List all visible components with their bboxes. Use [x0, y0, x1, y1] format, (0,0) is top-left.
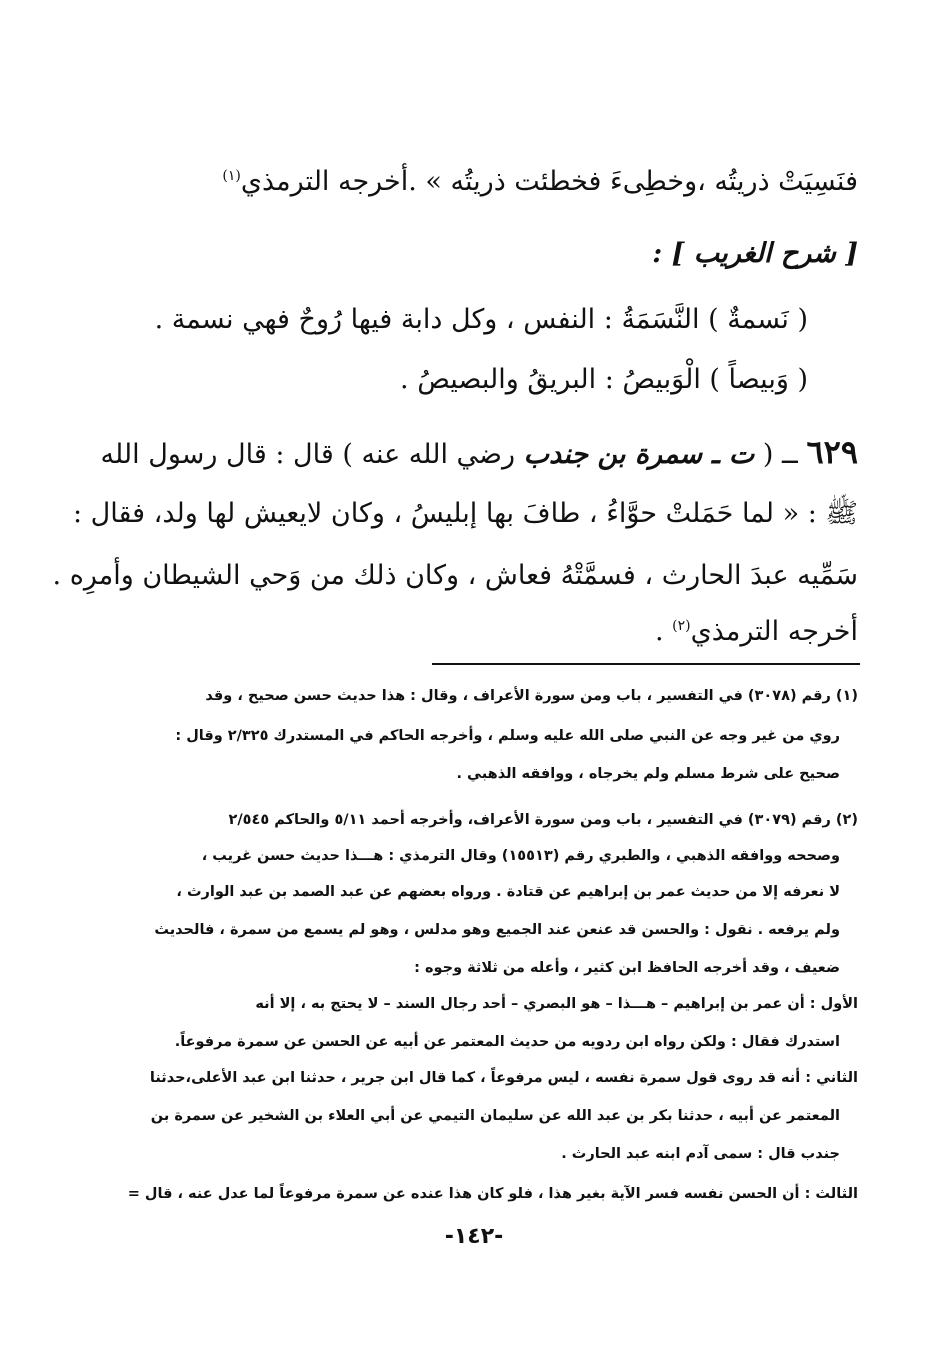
hadith-number: ٦٢٩: [806, 433, 858, 471]
footnote-line: جندب قال : سمى آدم ابنه عبد الحارث .: [561, 1146, 840, 1162]
hadith-line-3-text: سَمِّيه عبدَ الحارث ، فسمَّتْهُ فعاش ، وكان ذلك من وَحي الشيطان وأمرِه .: [52, 560, 858, 591]
page-number: -١٤٢-: [444, 1224, 504, 1249]
gloss-line-1: [155, 290, 808, 350]
footnote-line: الثالث : أن الحسن نفسه فسر الآية بغير هذا ، فلو كان هذا عنده عن سمرة مرفوعاً لما عدل عنه ، قال =: [127, 1186, 858, 1202]
hadith-line-1-rest: رضي الله عنه ) قال : قال رسول الله: [100, 439, 516, 470]
hadith-line-1: [101, 422, 859, 485]
hadith-line-4-end: .: [654, 616, 664, 647]
footnote-line: ضعيف ، وقد أخرجه الحافظ ابن كثير ، وأعله من ثلاثة وجوه :: [414, 960, 840, 976]
section-heading: [652, 224, 858, 284]
footnote-line: لا نعرفه إلا من حديث عمر بن إبراهيم عن قتادة . ورواه بعضهم عن عبد الصمد بن عبد الوارث ،: [176, 884, 840, 900]
hadith-line-3: [53, 546, 858, 606]
footnote-line: روي من غير وجه عن النبي صلى الله عليه وسلم ، وأخرجه الحاكم في المستدرك ٢/٣٢٥ وقال :: [175, 728, 840, 744]
hadith-line-2: [73, 484, 858, 544]
footnote-ref-1[interactable]: (١): [222, 168, 241, 184]
gloss-line-2-text: ( وَبيصاً ) الْوَبيصُ : البريقُ والبصيصُ .: [400, 364, 808, 395]
hadith-line-4-text: أخرجه الترمذي: [690, 616, 858, 647]
footnote-line: استدرك فقال : ولكن رواه ابن ردويه من حديث المعتمر عن أبيه عن الحسن عن سمرة مرفوعاً.: [174, 1034, 840, 1050]
gloss-line-1-text: ( نَسمةٌ ) النَّسَمَةُ : النفس ، وكل دابة فيها رُوحٌ فهي نسمة .: [154, 304, 808, 335]
footnote-line: (٢) رقم (٣٠٧٩) في التفسير ، باب ومن سورة الأعراف، وأخرجه أحمد ٥/١١ والحاكم ٢/٥٤٥: [228, 812, 858, 828]
hadith-narrator: ت ـ سمرة بن جندب: [523, 439, 755, 470]
footnote-line: المعتمر عن أبيه ، حدثنا بكر بن عبد الله عن سليمان التيمي عن أبي العلاء بن الشخير عن سمرة بن: [150, 1108, 840, 1124]
text-line-1: [222, 152, 858, 212]
text-line-1-content: فنَسِيَتْ ذريتُه ،وخطِىءَ فخطئت ذريتُه » .أخرجه الترمذي: [240, 166, 858, 197]
footnote-line: صحيح على شرط مسلم ولم يخرجاه ، ووافقه الذهبي .: [456, 766, 840, 782]
footnote-line: (١) رقم (٣٠٧٨) في التفسير ، باب ومن سورة الأعراف ، وقال : هذا حديث حسن صحيح ، وقد: [205, 688, 858, 704]
hadith-line-4: [655, 602, 858, 662]
footnote-line: ولم يرفعه . نقول : والحسن قد عنعن عند الجميع وهو مدلس ، وهو لم يسمع من سمرة ، فالحديث: [154, 922, 840, 938]
footnote-line: الأول : أن عمر بن إبراهيم – هـــذا – هو البصري – أحد رجال السند – لا يحتج به ، إلا أنه: [255, 996, 858, 1012]
hadith-line-2-text: ﷺ : « لما حَمَلتْ حوَّاءُ ، طافَ بها إبليسُ ، وكان لايعيش لها ولد، فقال :: [72, 498, 858, 529]
section-heading-text: [ شرح الغريب ] :: [652, 238, 858, 269]
footnote-line: وصححه ووافقه الذهبي ، والطبري رقم (١٥٥١٣) وقال الترمذي : هـــذا حديث حسن غريب ،: [201, 848, 840, 864]
hadith-dash: ــ (: [762, 439, 798, 470]
footnote-ref-2[interactable]: (٢): [672, 618, 691, 634]
footnote-line: الثاني : أنه قد روى قول سمرة نفسه ، ليس مرفوعاً ، كما قال ابن جرير ، حدثنا ابن عبد الأعلى،حدثنا: [149, 1070, 858, 1086]
footnote-divider: [432, 663, 860, 665]
gloss-line-2: [400, 350, 808, 410]
